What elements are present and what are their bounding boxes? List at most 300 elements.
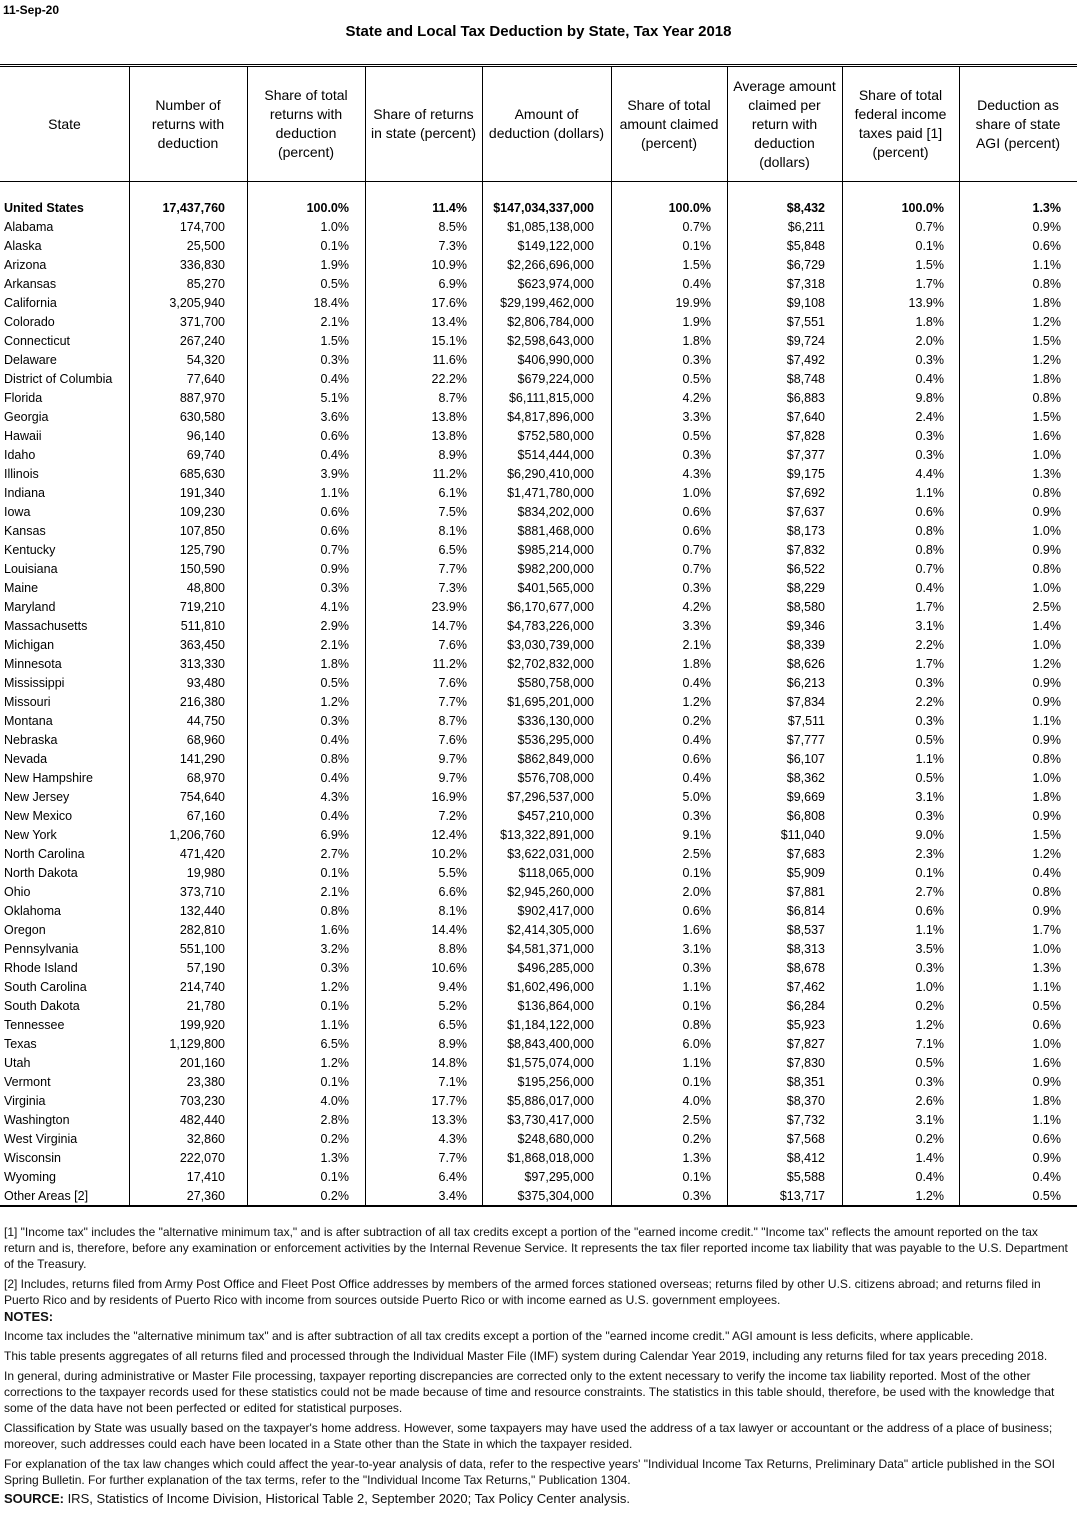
footnote-1: [1] "Income tax" includes the "alternative minimum tax," and is after subtraction of all tax credits except a portion of the "earned income credit." "Income tax" reflects the amount reported on the tax return and is, therefore, before any examination or enforcement activities by the Internal Revenue Service. It represents the tax filer reported income tax liability that was payable to the U.S. Department of the Treasury. xyxy=(4,1225,1068,1271)
cell-share-returns: 3.2% xyxy=(320,942,349,956)
cell-avg-amount: $9,669 xyxy=(786,790,825,804)
cell-deduction-amount: $514,444,000 xyxy=(517,448,594,462)
cell-share-agi: 1.5% xyxy=(1032,410,1061,424)
cell-share-in-state: 8.1% xyxy=(438,524,467,538)
cell-state: Montana xyxy=(4,714,53,728)
table-row xyxy=(0,1092,1077,1111)
cell-avg-amount: $8,412 xyxy=(786,1151,825,1165)
cell-share-federal-tax: 0.4% xyxy=(915,372,944,386)
cell-share-in-state: 6.1% xyxy=(438,486,467,500)
table-row xyxy=(0,351,1077,370)
cell-state: North Carolina xyxy=(4,847,85,861)
cell-share-returns: 0.1% xyxy=(320,866,349,880)
cell-returns-count: 214,740 xyxy=(179,980,225,994)
cell-share-in-state: 15.1% xyxy=(431,334,467,348)
cell-avg-amount: $7,640 xyxy=(786,410,825,424)
cell-avg-amount: $7,377 xyxy=(786,448,825,462)
cell-share-agi: 0.9% xyxy=(1032,543,1061,557)
cell-share-agi: 0.8% xyxy=(1032,486,1061,500)
cell-deduction-amount: $2,702,832,000 xyxy=(507,657,594,671)
table-row xyxy=(0,1073,1077,1092)
cell-share-federal-tax: 0.1% xyxy=(915,239,944,253)
cell-share-in-state: 7.6% xyxy=(438,733,467,747)
cell-share-agi: 1.2% xyxy=(1032,353,1061,367)
cell-share-in-state: 7.3% xyxy=(438,581,467,595)
cell-share-agi: 0.9% xyxy=(1032,733,1061,747)
header-share-in-state xyxy=(365,67,482,181)
cell-share-amount: 3.3% xyxy=(682,410,711,424)
cell-state: Virginia xyxy=(4,1094,46,1108)
cell-share-amount: 0.3% xyxy=(682,809,711,823)
cell-share-returns: 0.3% xyxy=(320,581,349,595)
table-row xyxy=(0,940,1077,959)
cell-avg-amount: $7,551 xyxy=(786,315,825,329)
cell-share-federal-tax: 1.5% xyxy=(915,258,944,272)
cell-state: Maryland xyxy=(4,600,56,614)
cell-deduction-amount: $580,758,000 xyxy=(517,676,594,690)
cell-avg-amount: $9,108 xyxy=(786,296,825,310)
cell-deduction-amount: $401,565,000 xyxy=(517,581,594,595)
cell-share-agi: 0.8% xyxy=(1032,885,1061,899)
cell-state: California xyxy=(4,296,57,310)
cell-share-in-state: 13.4% xyxy=(431,315,467,329)
header-bottom-rule xyxy=(0,181,1077,182)
cell-share-federal-tax: 1.8% xyxy=(915,315,944,329)
cell-share-in-state: 9.7% xyxy=(438,752,467,766)
cell-state: Idaho xyxy=(4,448,36,462)
cell-returns-count: 267,240 xyxy=(179,334,225,348)
cell-avg-amount: $11,040 xyxy=(780,828,825,842)
notes-section xyxy=(4,1224,1072,1507)
cell-returns-count: 25,500 xyxy=(186,239,225,253)
cell-share-returns: 0.4% xyxy=(320,809,349,823)
cell-returns-count: 373,710 xyxy=(179,885,225,899)
cell-deduction-amount: $536,295,000 xyxy=(517,733,594,747)
cell-share-agi: 0.9% xyxy=(1032,220,1061,234)
cell-share-agi: 1.5% xyxy=(1032,828,1061,842)
cell-share-federal-tax: 2.2% xyxy=(915,695,944,709)
cell-state: Tennessee xyxy=(4,1018,65,1032)
cell-share-amount: 1.3% xyxy=(682,1151,711,1165)
table-row xyxy=(0,655,1077,674)
cell-share-amount: 2.5% xyxy=(682,847,711,861)
cell-state: District of Columbia xyxy=(4,372,113,386)
table-row xyxy=(0,617,1077,636)
cell-deduction-amount: $2,806,784,000 xyxy=(507,315,594,329)
cell-share-agi: 1.0% xyxy=(1032,942,1061,956)
cell-avg-amount: $7,732 xyxy=(786,1113,825,1127)
table-row xyxy=(0,674,1077,693)
table-row xyxy=(0,826,1077,845)
cell-share-agi: 1.1% xyxy=(1032,980,1061,994)
cell-share-agi: 1.4% xyxy=(1032,619,1061,633)
cell-share-federal-tax: 3.1% xyxy=(915,790,944,804)
cell-state: Delaware xyxy=(4,353,57,367)
table-row xyxy=(0,256,1077,275)
cell-share-amount: 0.5% xyxy=(682,372,711,386)
header-share-amount xyxy=(611,67,727,181)
cell-state: Rhode Island xyxy=(4,961,78,975)
cell-state: Texas xyxy=(4,1037,37,1051)
cell-share-federal-tax: 0.2% xyxy=(915,999,944,1013)
cell-avg-amount: $7,462 xyxy=(786,980,825,994)
cell-share-amount: 0.6% xyxy=(682,904,711,918)
cell-share-returns: 0.4% xyxy=(320,448,349,462)
cell-share-amount: 6.0% xyxy=(682,1037,711,1051)
cell-share-in-state: 8.9% xyxy=(438,1037,467,1051)
cell-share-federal-tax: 0.7% xyxy=(915,220,944,234)
cell-share-federal-tax: 0.3% xyxy=(915,809,944,823)
cell-share-returns: 1.0% xyxy=(320,220,349,234)
cell-deduction-amount: $1,085,138,000 xyxy=(507,220,594,234)
table-row xyxy=(0,579,1077,598)
cell-share-returns: 0.6% xyxy=(320,429,349,443)
table-row xyxy=(0,598,1077,617)
cell-returns-count: 630,580 xyxy=(179,410,225,424)
cell-state: Maine xyxy=(4,581,39,595)
cell-returns-count: 107,850 xyxy=(179,524,225,538)
cell-share-amount: 5.0% xyxy=(682,790,711,804)
cell-deduction-amount: $29,199,462,000 xyxy=(500,296,594,310)
cell-share-agi: 1.0% xyxy=(1032,448,1061,462)
cell-share-agi: 1.3% xyxy=(1032,201,1061,215)
cell-share-agi: 1.7% xyxy=(1032,923,1061,937)
cell-state: Missouri xyxy=(4,695,51,709)
source-text: IRS, Statistics of Income Division, Historical Table 2, September 2020; Tax Policy Center analysis. xyxy=(63,1491,630,1506)
cell-returns-count: 132,440 xyxy=(179,904,225,918)
cell-deduction-amount: $881,468,000 xyxy=(517,524,594,538)
header-line: Average amount xyxy=(733,77,836,94)
cell-share-returns: 2.1% xyxy=(320,885,349,899)
cell-returns-count: 363,450 xyxy=(179,638,225,652)
cell-share-federal-tax: 9.8% xyxy=(915,391,944,405)
table-row xyxy=(0,408,1077,427)
cell-share-returns: 5.1% xyxy=(320,391,349,405)
cell-share-agi: 0.9% xyxy=(1032,1151,1061,1165)
source-label: SOURCE: xyxy=(4,1491,64,1506)
cell-deduction-amount: $1,575,074,000 xyxy=(507,1056,594,1070)
cell-avg-amount: $8,432 xyxy=(786,201,825,215)
table-row xyxy=(0,313,1077,332)
cell-avg-amount: $6,808 xyxy=(786,809,825,823)
cell-avg-amount: $8,362 xyxy=(786,771,825,785)
cell-avg-amount: $7,828 xyxy=(786,429,825,443)
table-row xyxy=(0,446,1077,465)
cell-share-amount: 0.1% xyxy=(682,999,711,1013)
cell-avg-amount: $7,568 xyxy=(786,1132,825,1146)
cell-share-returns: 0.4% xyxy=(320,733,349,747)
table-row xyxy=(0,731,1077,750)
cell-share-federal-tax: 3.5% xyxy=(915,942,944,956)
cell-avg-amount: $9,175 xyxy=(786,467,825,481)
table-row xyxy=(0,465,1077,484)
table-row xyxy=(0,427,1077,446)
note-5: For explanation of the tax law changes which could affect the year-to-year analysis of data, refer to the respective years' "Individual Income Tax Returns, Preliminary Data" article published in the SOI Spring Bulletin. For further explanation of the tax terms, refer to the "Individual Income Tax Returns," Publication 1304. xyxy=(4,1457,1055,1487)
cell-share-amount: 1.0% xyxy=(682,486,711,500)
header-share-federal-tax xyxy=(842,67,959,181)
cell-share-agi: 1.2% xyxy=(1032,847,1061,861)
cell-share-federal-tax: 1.7% xyxy=(915,277,944,291)
cell-share-agi: 1.0% xyxy=(1032,524,1061,538)
cell-state: New Mexico xyxy=(4,809,73,823)
cell-state: North Dakota xyxy=(4,866,78,880)
cell-share-in-state: 23.9% xyxy=(431,600,467,614)
cell-returns-count: 719,210 xyxy=(179,600,225,614)
notes-heading: NOTES: xyxy=(4,1309,54,1324)
cell-state: Ohio xyxy=(4,885,31,899)
cell-share-returns: 3.9% xyxy=(320,467,349,481)
cell-share-agi: 0.8% xyxy=(1032,562,1061,576)
table-row xyxy=(0,294,1077,313)
cell-share-in-state: 14.4% xyxy=(431,923,467,937)
cell-share-federal-tax: 0.5% xyxy=(915,1056,944,1070)
cell-deduction-amount: $136,864,000 xyxy=(517,999,594,1013)
cell-share-returns: 0.3% xyxy=(320,714,349,728)
cell-deduction-amount: $3,622,031,000 xyxy=(507,847,594,861)
cell-share-returns: 1.9% xyxy=(320,258,349,272)
cell-avg-amount: $7,834 xyxy=(786,695,825,709)
cell-state: New Hampshire xyxy=(4,771,93,785)
cell-share-in-state: 7.7% xyxy=(438,1151,467,1165)
cell-deduction-amount: $1,868,018,000 xyxy=(507,1151,594,1165)
cell-share-returns: 0.7% xyxy=(320,543,349,557)
cell-share-federal-tax: 1.2% xyxy=(915,1018,944,1032)
cell-share-amount: 1.1% xyxy=(682,980,711,994)
cell-state: Massachusetts xyxy=(4,619,88,633)
cell-share-in-state: 7.3% xyxy=(438,239,467,253)
cell-share-in-state: 9.4% xyxy=(438,980,467,994)
note-3: In general, during administrative or Master File processing, taxpayer reporting discrepancies are corrected only to the extent necessary to verify the income tax liability reported. Most of the other corrections to the taxpayer records used for these statistics could not be made because of time and resource constraints. The statistics in this table should, therefore, be used with the knowledge that some of the data have not been perfected or edited for statistical purposes. xyxy=(4,1369,1055,1415)
header-returns-count xyxy=(129,67,247,181)
cell-state: Oregon xyxy=(4,923,46,937)
cell-share-agi: 0.4% xyxy=(1032,1170,1061,1184)
cell-state: Mississippi xyxy=(4,676,65,690)
cell-share-agi: 0.5% xyxy=(1032,999,1061,1013)
cell-returns-count: 109,230 xyxy=(179,505,225,519)
cell-deduction-amount: $3,030,739,000 xyxy=(507,638,594,652)
cell-share-agi: 1.8% xyxy=(1032,790,1061,804)
table-row xyxy=(0,522,1077,541)
table-row xyxy=(0,959,1077,978)
header-line: (dollars) xyxy=(759,153,810,170)
cell-returns-count: 141,290 xyxy=(179,752,225,766)
cell-share-returns: 0.3% xyxy=(320,961,349,975)
cell-share-federal-tax: 1.0% xyxy=(915,980,944,994)
cell-share-agi: 1.0% xyxy=(1032,581,1061,595)
cell-share-amount: 0.1% xyxy=(682,1170,711,1184)
table-row xyxy=(0,750,1077,769)
table-row xyxy=(0,1035,1077,1054)
cell-share-returns: 1.1% xyxy=(320,486,349,500)
cell-share-agi: 0.8% xyxy=(1032,752,1061,766)
cell-state: Pennsylvania xyxy=(4,942,79,956)
cell-avg-amount: $13,717 xyxy=(779,1189,825,1203)
cell-share-amount: 0.4% xyxy=(682,676,711,690)
cell-share-federal-tax: 0.5% xyxy=(915,771,944,785)
cell-share-amount: 3.1% xyxy=(682,942,711,956)
cell-share-federal-tax: 2.4% xyxy=(915,410,944,424)
cell-avg-amount: $7,683 xyxy=(786,847,825,861)
header-line: Share of returns xyxy=(373,106,474,122)
cell-share-in-state: 8.1% xyxy=(438,904,467,918)
header-line: Number of xyxy=(155,96,221,113)
cell-share-amount: 0.6% xyxy=(682,524,711,538)
cell-share-federal-tax: 3.1% xyxy=(915,619,944,633)
cell-share-federal-tax: 0.4% xyxy=(915,581,944,595)
table-row xyxy=(0,1016,1077,1035)
cell-share-returns: 0.1% xyxy=(320,1075,349,1089)
cell-deduction-amount: $248,680,000 xyxy=(517,1132,594,1146)
cell-share-in-state: 7.7% xyxy=(438,562,467,576)
table-row xyxy=(0,560,1077,579)
cell-avg-amount: $8,339 xyxy=(786,638,825,652)
header-line: taxes paid [1] xyxy=(858,125,943,141)
cell-avg-amount: $6,883 xyxy=(786,391,825,405)
table-row xyxy=(0,541,1077,560)
note-4: Classification by State was usually based on the taxpayer's home address. However, some taxpayers may have used the address of a tax lawyer or accountant or the address of a place of business; moreover, such addresses could each have been located in a State other than the State in which the taxpayer resided. xyxy=(4,1421,1053,1451)
cell-avg-amount: $8,173 xyxy=(786,524,825,538)
cell-state: West Virginia xyxy=(4,1132,78,1146)
header-line: federal income xyxy=(854,106,947,122)
cell-share-agi: 0.9% xyxy=(1032,809,1061,823)
cell-share-agi: 1.8% xyxy=(1032,296,1061,310)
cell-share-returns: 2.1% xyxy=(320,315,349,329)
cell-deduction-amount: $97,295,000 xyxy=(524,1170,594,1184)
cell-share-agi: 0.6% xyxy=(1032,1132,1061,1146)
table-row xyxy=(0,902,1077,921)
cell-share-agi: 0.9% xyxy=(1032,695,1061,709)
cell-state: Washington xyxy=(4,1113,70,1127)
cell-share-in-state: 8.5% xyxy=(438,220,467,234)
cell-returns-count: 23,380 xyxy=(186,1075,225,1089)
cell-state: Colorado xyxy=(4,315,55,329)
cell-share-agi: 1.8% xyxy=(1032,1094,1061,1108)
cell-state: Wyoming xyxy=(4,1170,56,1184)
cell-share-returns: 4.0% xyxy=(320,1094,349,1108)
cell-avg-amount: $7,830 xyxy=(786,1056,825,1070)
cell-share-returns: 0.1% xyxy=(320,1170,349,1184)
cell-share-federal-tax: 2.7% xyxy=(915,885,944,899)
cell-state: Arizona xyxy=(4,258,47,272)
table-row xyxy=(0,237,1077,256)
cell-deduction-amount: $6,290,410,000 xyxy=(507,467,594,481)
header-share-agi xyxy=(959,67,1077,181)
cell-deduction-amount: $576,708,000 xyxy=(517,771,594,785)
table-row xyxy=(0,693,1077,712)
header-line: (percent) xyxy=(640,134,697,151)
header-line: (percent) xyxy=(277,144,335,160)
cell-share-in-state: 7.6% xyxy=(438,638,467,652)
header-line: Share of total xyxy=(858,87,943,103)
cell-share-returns: 0.5% xyxy=(320,277,349,291)
header-state xyxy=(0,67,129,181)
cell-share-amount: 1.9% xyxy=(682,315,711,329)
cell-deduction-amount: $149,122,000 xyxy=(517,239,594,253)
cell-share-in-state: 10.6% xyxy=(431,961,467,975)
cell-returns-count: 3,205,940 xyxy=(169,296,225,310)
cell-share-amount: 19.9% xyxy=(675,296,711,310)
cell-share-agi: 2.5% xyxy=(1032,600,1061,614)
header-avg-amount xyxy=(727,67,842,181)
cell-returns-count: 27,360 xyxy=(186,1189,225,1203)
cell-avg-amount: $8,370 xyxy=(786,1094,825,1108)
cell-share-returns: 1.8% xyxy=(320,657,349,671)
cell-returns-count: 685,630 xyxy=(179,467,225,481)
cell-returns-count: 201,160 xyxy=(179,1056,225,1070)
cell-avg-amount: $6,211 xyxy=(787,220,825,234)
cell-share-returns: 1.2% xyxy=(320,980,349,994)
cell-share-in-state: 9.7% xyxy=(438,771,467,785)
cell-deduction-amount: $862,849,000 xyxy=(517,752,594,766)
cell-state: Louisiana xyxy=(4,562,58,576)
cell-returns-count: 511,810 xyxy=(180,619,225,633)
cell-state: Arkansas xyxy=(4,277,57,291)
cell-share-amount: 0.7% xyxy=(682,220,711,234)
cell-returns-count: 199,920 xyxy=(179,1018,225,1032)
cell-share-in-state: 13.8% xyxy=(431,429,467,443)
cell-returns-count: 96,140 xyxy=(186,429,225,443)
cell-share-amount: 1.1% xyxy=(682,1056,711,1070)
header-line: in state (percent) xyxy=(370,125,477,141)
cell-share-returns: 1.6% xyxy=(320,923,349,937)
cell-share-in-state: 7.1% xyxy=(438,1075,467,1089)
cell-share-amount: 2.5% xyxy=(682,1113,711,1127)
cell-returns-count: 313,330 xyxy=(179,657,225,671)
cell-avg-amount: $6,284 xyxy=(786,999,825,1013)
cell-share-returns: 0.9% xyxy=(320,562,349,576)
cell-avg-amount: $7,492 xyxy=(786,353,825,367)
note-2: This table presents aggregates of all returns filed and processed through the Individual Master File (IMF) system during Calendar Year 2019, including any returns filed for tax years preceding 2018. xyxy=(4,1349,1048,1363)
cell-share-amount: 2.1% xyxy=(682,638,711,652)
cell-share-agi: 1.6% xyxy=(1032,429,1061,443)
cell-state: United States xyxy=(4,201,84,215)
cell-avg-amount: $8,537 xyxy=(786,923,825,937)
cell-share-returns: 0.4% xyxy=(320,372,349,386)
cell-share-federal-tax: 4.4% xyxy=(915,467,944,481)
cell-state: Nevada xyxy=(4,752,48,766)
cell-share-amount: 0.4% xyxy=(682,771,711,785)
cell-share-agi: 0.9% xyxy=(1032,505,1061,519)
cell-share-amount: 4.2% xyxy=(682,391,711,405)
cell-share-agi: 1.8% xyxy=(1032,372,1061,386)
cell-share-returns: 0.2% xyxy=(320,1189,349,1203)
cell-share-agi: 0.6% xyxy=(1032,1018,1061,1032)
cell-share-amount: 0.3% xyxy=(682,961,711,975)
cell-share-returns: 1.5% xyxy=(320,334,349,348)
cell-share-returns: 1.2% xyxy=(320,1056,349,1070)
table-row xyxy=(0,503,1077,522)
cell-avg-amount: $5,923 xyxy=(786,1018,825,1032)
table-row xyxy=(0,1054,1077,1073)
header-line: deduction xyxy=(754,134,815,151)
total-row xyxy=(0,199,1077,218)
cell-returns-count: 482,440 xyxy=(179,1113,225,1127)
cell-deduction-amount: $2,945,260,000 xyxy=(507,885,594,899)
cell-avg-amount: $8,313 xyxy=(786,942,825,956)
cell-share-returns: 2.8% xyxy=(320,1113,349,1127)
cell-share-amount: 0.2% xyxy=(682,1132,711,1146)
cell-state: New York xyxy=(4,828,57,842)
table-row xyxy=(0,1149,1077,1168)
cell-share-returns: 4.1% xyxy=(320,600,349,614)
cell-share-amount: 0.6% xyxy=(682,505,711,519)
cell-share-in-state: 10.2% xyxy=(431,847,467,861)
cell-state: Minnesota xyxy=(4,657,62,671)
table-row xyxy=(0,1111,1077,1130)
cell-deduction-amount: $6,111,815,000 xyxy=(508,391,594,405)
cell-share-agi: 1.0% xyxy=(1032,1037,1061,1051)
cell-avg-amount: $7,318 xyxy=(786,277,825,291)
